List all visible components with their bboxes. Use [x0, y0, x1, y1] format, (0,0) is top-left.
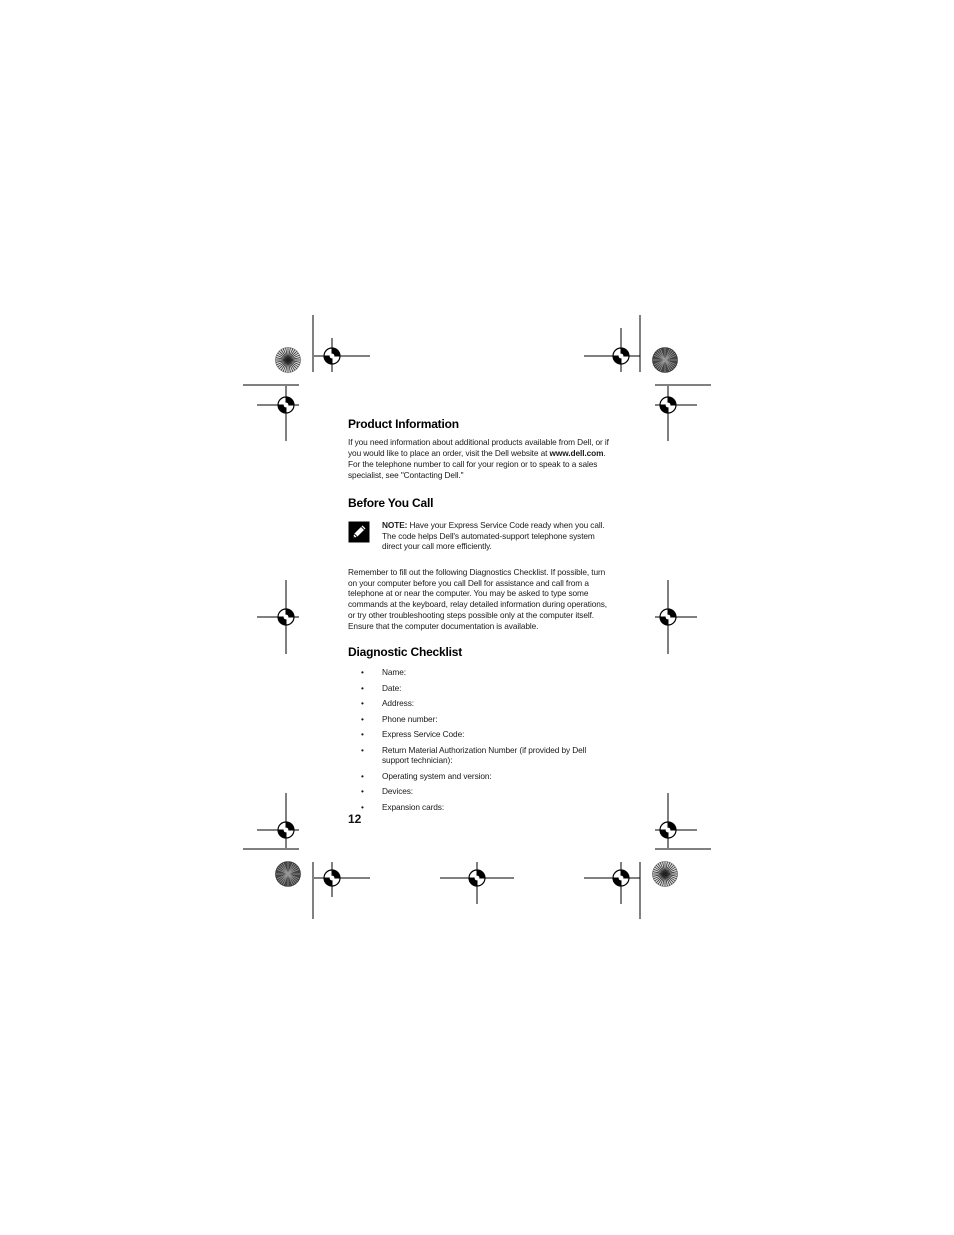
section-heading-diagnostic-checklist: Diagnostic Checklist: [348, 645, 463, 660]
crosshair-registration-icon: [660, 822, 676, 838]
list-item: • Name:: [361, 667, 406, 678]
starburst-target-icon: [653, 862, 678, 887]
list-item: • Phone number:: [361, 713, 438, 724]
diagnostic-checklist: [348, 667, 610, 813]
section-heading-product-information: Product Information: [348, 417, 459, 431]
page-number: 12: [348, 812, 362, 826]
list-item: • Express Service Code:: [361, 729, 465, 740]
crosshair-registration-icon: [324, 870, 340, 886]
starburst-target-icon: [276, 862, 301, 887]
list-item: • Devices:: [361, 786, 414, 797]
note-text: NOTE: Have your Express Service Code ready when you call. The code helps Dell's automated-support telephone system direct your call more efficiently.: [382, 519, 605, 552]
section-heading-before-you-call: Before You Call: [348, 495, 434, 510]
page-content: [348, 414, 610, 817]
before-you-call-paragraph: Remember to fill out the following Diagnostics Checklist. If possible, turn on your computer before you call Dell for assistance and call from a telephone at or near the computer. You may be asked to type some commands at the keyboard, relay detailed information during operations, or try other troubleshooting steps possible only at the computer itself. Ensure that the computer documentation is available.: [348, 566, 608, 632]
list-item: • Address:: [361, 698, 414, 709]
crosshair-registration-icon: [324, 348, 340, 364]
starburst-target-icon: [276, 348, 301, 373]
list-item: • Date:: [361, 682, 402, 693]
crosshair-registration-icon: [613, 348, 629, 364]
product-information-paragraph: If you need information about additional products available from Dell, or if you would like to place an order, visit the Dell website at www.dell.com. For the telephone number to call for your region or to speak to a sales specialist, see "Contacting Dell.": [348, 437, 609, 480]
list-item: • Operating system and version:: [361, 770, 492, 781]
crosshair-registration-icon: [278, 397, 294, 413]
pencil-note-icon: [348, 521, 370, 543]
starburst-target-icon: [653, 348, 678, 373]
crosshair-registration-icon: [660, 397, 676, 413]
note-label: NOTE:: [382, 519, 408, 530]
crosshair-registration-icon: [613, 870, 629, 886]
crosshair-registration-icon: [469, 870, 485, 886]
crosshair-registration-icon: [278, 822, 294, 838]
note-box: [348, 520, 610, 554]
dell-website-link[interactable]: www.dell.com: [549, 447, 604, 458]
list-item: • Expansion cards:: [361, 801, 445, 812]
crosshair-registration-icon: [278, 609, 294, 625]
crosshair-registration-icon: [660, 609, 676, 625]
list-item: • Return Material Authorization Number (if provided by Dell support technician):: [361, 744, 587, 766]
